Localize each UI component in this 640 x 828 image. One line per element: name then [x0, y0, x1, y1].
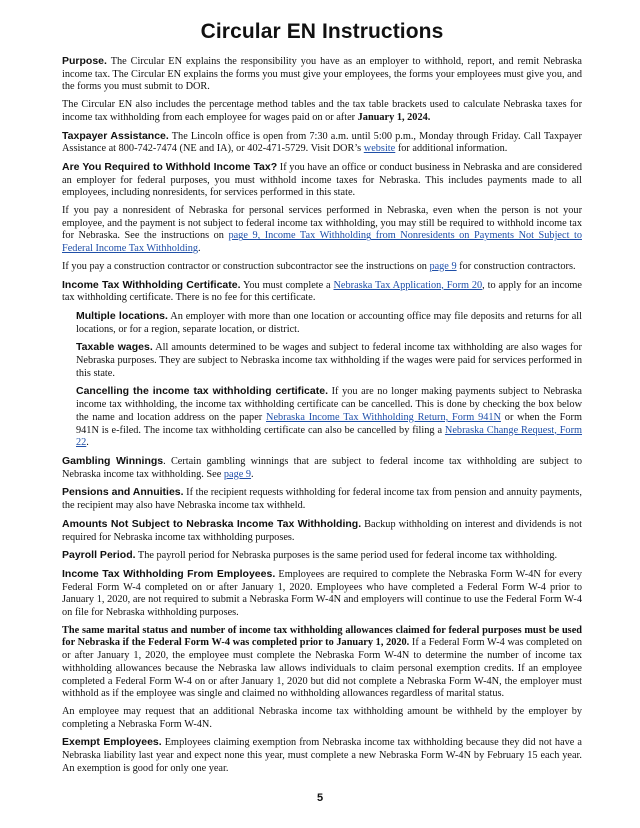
required-to-withhold-paragraph: Are You Required to Withhold Income Tax? If you have an office or conduct business in Nebraska and are considered an employer for federal purposes, you must withhold income taxes for Nebraska. This includes payments made to all employees, including nonresidents, for services performed in this state.	[62, 160, 582, 199]
taxable-wages-heading: Taxable wages.	[76, 341, 153, 354]
cancelling-heading: Cancelling the income tax withholding certificate.	[76, 385, 328, 398]
form22-link[interactable]: Nebraska Change Request, Form 22	[76, 424, 583, 449]
page-title: Circular EN Instructions	[200, 20, 444, 43]
marital-status-bold-text: The same marital status and number of income tax withholding allowances claimed for federal purposes must be used for Nebraska if the Federal Form W-4 was completed prior to January 1, 2020.	[62, 624, 582, 649]
page-number: 5	[316, 792, 324, 804]
gambling-heading: Gambling Winnings	[62, 454, 164, 467]
certificate-paragraph: Income Tax Withholding Certificate. You must complete a Nebraska Tax Application, Form 20, to apply for an income tax withholding certificate. There is no fee for this certificate.	[62, 278, 582, 304]
withholding-employees-heading: Income Tax Withholding From Employees.	[62, 567, 276, 580]
form941n-link[interactable]: Nebraska Income Tax Withholding Return, Form 941N	[266, 411, 501, 423]
taxpayer-assistance-heading: Taxpayer Assistance.	[62, 129, 169, 142]
exempt-employees-heading: Exempt Employees.	[62, 736, 162, 749]
withholding-employees-paragraph: Income Tax Withholding From Employees. Employees are required to complete the Nebraska Form W-4N for every Federal Form W-4 completed on or after January 1, 2020. Employees who have completed a Federal Form W-4 prior to January 1, 2020, are not required to submit a Nebraska Form W-4N and employers will continue to use the Federal Form W-4 on file for Nebraska withholding purposes.	[62, 567, 582, 619]
purpose-paragraph: Purpose. The Circular EN explains the responsibility you have as an employer to withhold, report, and remit Nebraska income tax. The Circular EN explains the forms you must give your employees, the forms your employees must give you, and the forms you must submit to DOR.	[62, 55, 582, 93]
additional-withholding-paragraph: An employee may request that an additional Nebraska income tax withholding amount be withheld by the employer by completing a Nebraska Form W-4N.	[62, 705, 582, 730]
exempt-employees-paragraph: Exempt Employees. Employees claiming exemption from Nebraska income tax withholding because they did not have a Nebraska liability last year and expect none this year, must complete a new Nebraska Form W-4N by February 15 each year. An exemption is good for only one year.	[62, 736, 582, 774]
certificate-heading: Income Tax Withholding Certificate.	[62, 278, 241, 291]
multiple-locations-heading: Multiple locations.	[76, 309, 168, 322]
construction-page9-link[interactable]: page 9	[429, 260, 457, 272]
nonresident-page9-link[interactable]: page 9, Income Tax Withholding from Nonresidents on Payments Not Subject to Federal Income Tax Withholding	[62, 230, 582, 255]
tables-paragraph: The Circular EN also includes the percentage method tables and the tax table brackets used to calculate Nebraska taxes for income tax withholding from each employee for wages paid on or after January 1, 2024.	[62, 99, 582, 123]
purpose-heading: Purpose.	[62, 55, 107, 67]
website-link[interactable]: website	[363, 143, 396, 155]
nonresident-paragraph: If you pay a nonresident of Nebraska for personal services performed in Nebraska, even when the person is not your employee, and the payment is not subject to federal income tax withholding, you may still be required to withhold income tax for Nebraska. See the instructions on page 9, Income Tax Withholding from Nonresidents on Payments Not Subject to Federal Income Tax Withholding.	[62, 205, 582, 255]
multiple-locations-paragraph: Multiple locations. An employer with more than one location or accounting office may file deposits and returns for all locations, or for a region, separate location, or district.	[76, 309, 582, 335]
amounts-not-subject-paragraph: Amounts Not Subject to Nebraska Income Tax Withholding. Backup withholding on interest and dividends is not required for Nebraska income tax withholding purposes.	[62, 517, 582, 543]
cancelling-paragraph: Cancelling the income tax withholding certificate. If you are no longer making payments subject to Nebraska income tax withholding, the income tax withholding certificate can be cancelled. This is done by checking the box below the name and location address on the paper Nebraska Income Tax Withholding Return, Form 941N or when the Form 941N is e-filed. The income tax withholding certificate can also be cancelled by filing a Nebraska Change Request, Form 22.	[76, 385, 583, 449]
construction-paragraph: If you pay a construction contractor or construction subcontractor see the instructions on page 9 for construction contractors.	[62, 260, 576, 272]
taxpayer-assistance-paragraph: Taxpayer Assistance. The Lincoln office is open from 7:30 a.m. until 5:00 p.m., Monday through Friday. Call Taxpayer Assistance at 800-742-7474 (NE and IA), or 402-471-5729. Visit DOR’s website for additional information.	[62, 129, 582, 155]
payroll-period-paragraph: Payroll Period. The payroll period for Nebraska purposes is the same period used for federal income tax withholding.	[62, 549, 558, 562]
form20-link[interactable]: Nebraska Tax Application, Form 20	[333, 279, 483, 291]
amounts-not-subject-heading: Amounts Not Subject to Nebraska Income Tax Withholding.	[62, 517, 362, 530]
gambling-paragraph: Gambling Winnings. Certain gambling winnings that are subject to federal income tax withholding are subject to Nebraska income tax withholding. See page 9.	[62, 454, 582, 480]
pensions-heading: Pensions and Annuities.	[62, 486, 184, 499]
effective-date: January 1, 2024.	[357, 111, 431, 123]
required-to-withhold-heading: Are You Required to Withhold Income Tax?	[62, 160, 278, 173]
pensions-paragraph: Pensions and Annuities. If the recipient requests withholding for federal income tax from pension and annuity payments, the recipient may also have Nebraska income tax withheld.	[62, 486, 582, 512]
taxable-wages-paragraph: Taxable wages. All amounts determined to be wages and subject to federal income tax withholding are also wages for Nebraska purposes. They are subject to Nebraska income tax withholding if the wages were paid for services performed in this state.	[76, 341, 582, 379]
payroll-period-heading: Payroll Period.	[62, 549, 136, 562]
marital-status-paragraph: The same marital status and number of income tax withholding allowances claimed for federal purposes must be used for Nebraska if the Federal Form W-4 was completed prior to January 1, 2020. If a Federal Form W-4 was completed on or after January 1, 2020, the employee must complete the Nebraska Form W-4N to determine the number of income tax withholding allowances because the Nebraska law allows individuals to claim personal exemption credits. If an employee completed a Federal Form W-4 on or after January 1, 2020 but did not complete a Nebraska Form W-4N, the employer must withhold as if the employee was single and claimed no withholding allowances regardless of marital status.	[62, 624, 582, 700]
gambling-page9-link[interactable]: page 9	[223, 468, 252, 480]
